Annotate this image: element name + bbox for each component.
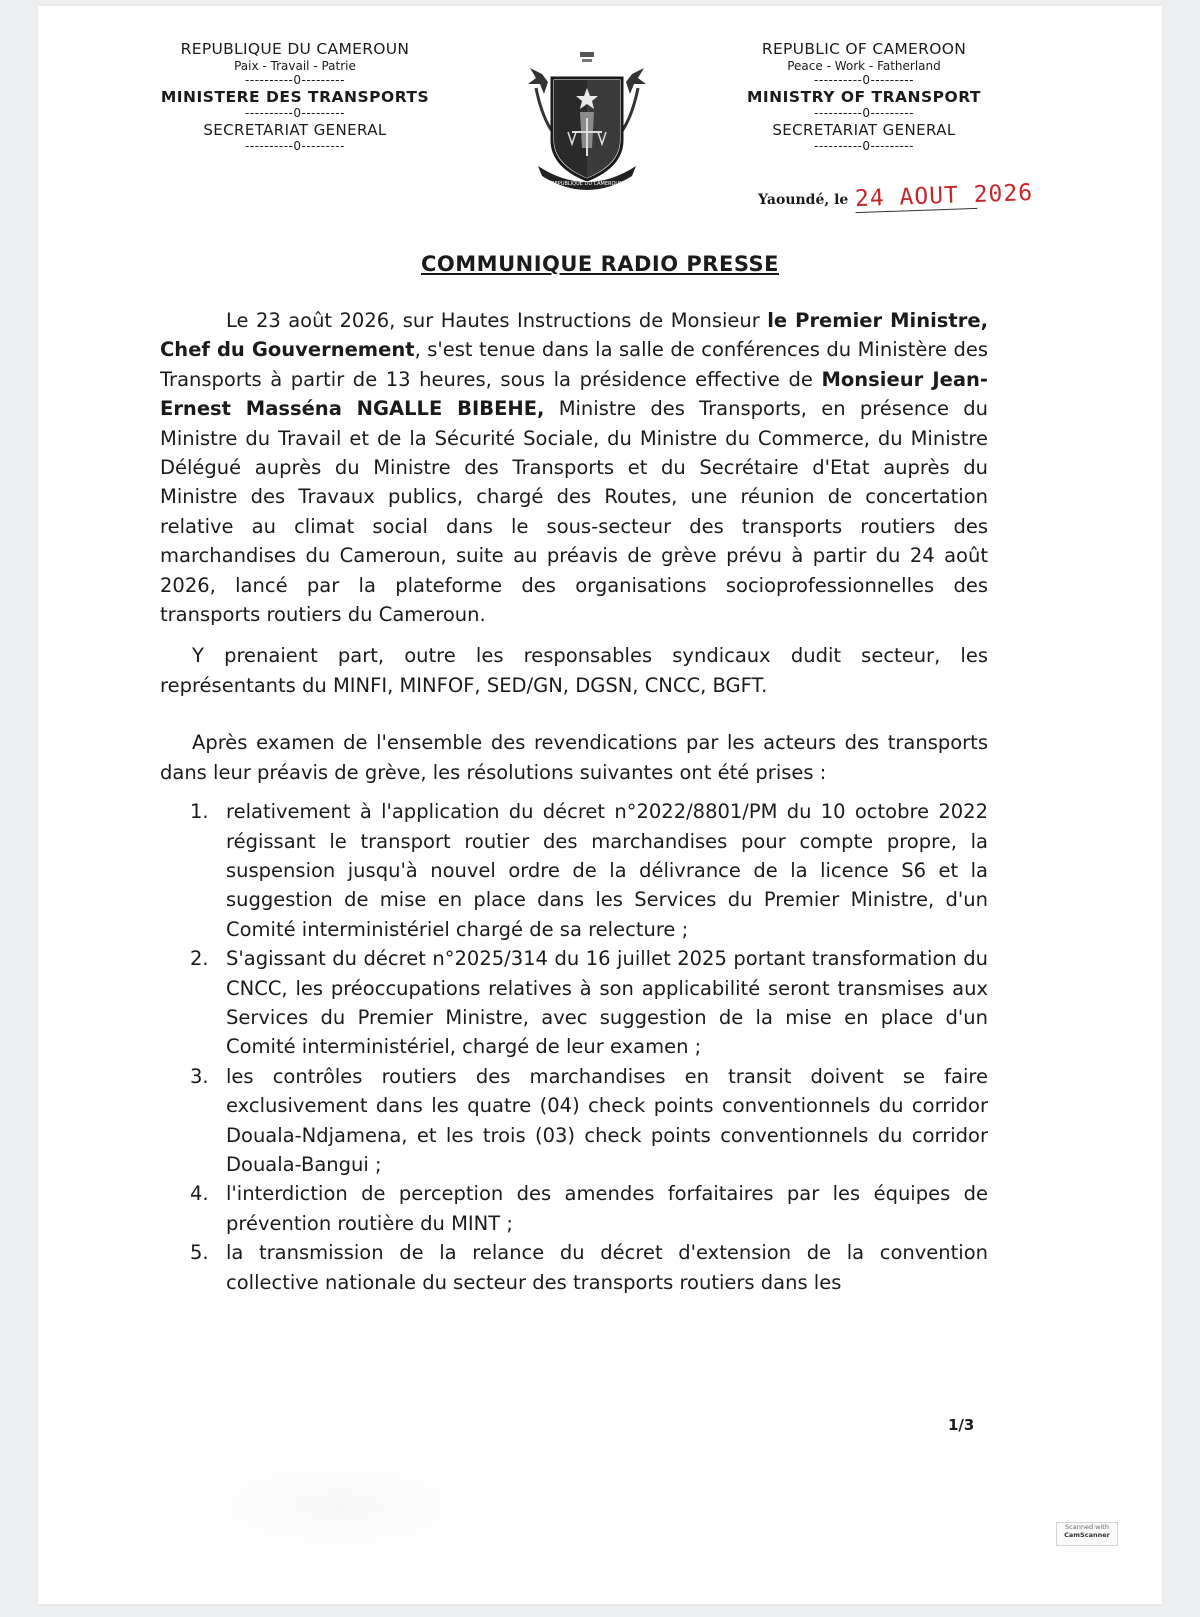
paragraph-resolutions-intro: Après examen de l'ensemble des revendications par les acteurs des transports dans leur préavis de grève, les résolutions suivantes ont été prises : [160, 731, 988, 784]
header-left [150, 40, 440, 153]
dateline-label: Yaoundé, le [758, 192, 849, 208]
list-item-number: 5. [190, 1241, 209, 1265]
dateline [758, 179, 1034, 213]
list-item-number: 4. [190, 1182, 209, 1206]
bold-minister-name: Monsieur Jean-Ernest Masséna NGALLE BIBEHE, [160, 367, 988, 421]
header-separator: ----------0--------- [814, 139, 914, 153]
ministry-name-en: MINISTRY OF TRANSPORT [746, 88, 982, 106]
list-item [160, 797, 988, 944]
country-name-en: REPUBLIC OF CAMEROON [761, 40, 967, 58]
scanner-badge-caption: Scanned with [1065, 1523, 1109, 1531]
page-number: 1/3 [948, 1416, 975, 1434]
list-item-text: relativement à l'application du décret n°2022/8801/PM du 10 octobre 2022 régissant le transport routier des marchandises pour compte propre, la suspension jusqu'à nouvel ordre de la délivrance de la licence S6 et la suggestion de mise en place dans les Services du Premier Ministre, d'un Comité interministériel chargé de sa relecture ; [226, 800, 988, 941]
motto-en: Peace - Work - Fatherland [787, 59, 941, 73]
list-item-text: S'agissant du décret n°2025/314 du 16 juillet 2025 portant transformation du CNCC, les préoccupations relatives à son applicabilité seront transmises aux Services du Premier Ministre, avec suggestion de la mise en place d'un Comité interministériel, chargé de leur examen ; [226, 947, 988, 1059]
resolutions-list [160, 797, 988, 1297]
document-page [38, 6, 1162, 1604]
department-en: SECRETARIAT GENERAL [772, 121, 956, 139]
scan-smudge [188, 1456, 488, 1556]
header-right [714, 40, 1014, 153]
paragraph-participants: Y prenaient part, outre les responsables syndicaux dudit secteur, les représentants du MINFI, MINFOF, SED/GN, DGSN, CNCC, BGFT. [160, 644, 988, 697]
scanner-badge-brand: CamScanner [1064, 1531, 1110, 1539]
header-separator: ----------0--------- [245, 106, 345, 120]
bold-prime-minister: le Premier Ministre, Chef du Gouvernement [160, 309, 988, 362]
department-fr: SECRETARIAT GENERAL [203, 121, 387, 139]
list-item-text: l'interdiction de perception des amendes forfaitaires par les équipes de prévention routière du MINT ; [226, 1182, 988, 1235]
header-separator: ----------0--------- [814, 73, 914, 87]
document-title: COMMUNIQUE RADIO PRESSE [421, 252, 779, 276]
svg-text:REPUBLIQUE DU CAMEROUN: REPUBLIQUE DU CAMEROUN [551, 181, 623, 187]
list-item-text: les contrôles routiers des marchandises en transit doivent se faire exclusivement dans les quatre (04) check points conventionnels du corridor Douala-Ndjamena, et les trois (03) check points conventionnels du corridor Douala-Bangui ; [226, 1064, 988, 1176]
ministry-name-fr: MINISTERE DES TRANSPORTS [160, 88, 430, 106]
header-separator: ----------0--------- [814, 106, 914, 120]
header-separator: ----------0--------- [245, 73, 345, 87]
cameroon-coat-of-arms-icon [522, 48, 652, 194]
list-item [160, 944, 988, 1062]
paragraph-intro: Le 23 août 2026, sur Hautes Instructions de Monsieur le Premier Ministre, Chef du Gouvernement, s'est tenue dans la salle de conférences du Ministère des Transports à partir de 13 heures, sous la présidence effective de Monsieur Jean-Ernest Masséna NGALLE BIBEHE, Ministre des Transports, en présence du Ministre du Travail et de la Sécurité Sociale, du Ministre du Commerce, du Ministre Délégué auprès du Ministre des Transports et du Secrétaire d'Etat auprès du Ministre des Travaux publics, chargé des Routes, une réunion de concertation relative au climat social dans le sous-secteur des transports routiers des marchandises du Cameroun, suite au préavis de grève prévu à partir du 24 août 2026, lancé par la plateforme des organisations socioprofessionnelles des transports routiers du Cameroun. [160, 309, 989, 627]
country-name-fr: REPUBLIQUE DU CAMEROUN [180, 40, 410, 58]
list-item [160, 1062, 988, 1180]
document-body [160, 306, 988, 1297]
header-separator: ----------0--------- [245, 139, 345, 153]
motto-fr: Paix - Travail - Patrie [234, 59, 356, 73]
list-item [160, 1238, 988, 1297]
list-item-number: 3. [190, 1064, 209, 1088]
list-item-text: la transmission de la relance du décret d'extension de la convention collective nationale du secteur des transports routiers dans les [226, 1241, 988, 1294]
date-stamp: 24 AOUT 2026 [855, 179, 1034, 213]
list-item [160, 1179, 988, 1238]
list-item-number: 1. [190, 800, 209, 824]
list-item-number: 2. [190, 947, 209, 971]
camscanner-badge [1056, 1522, 1118, 1546]
